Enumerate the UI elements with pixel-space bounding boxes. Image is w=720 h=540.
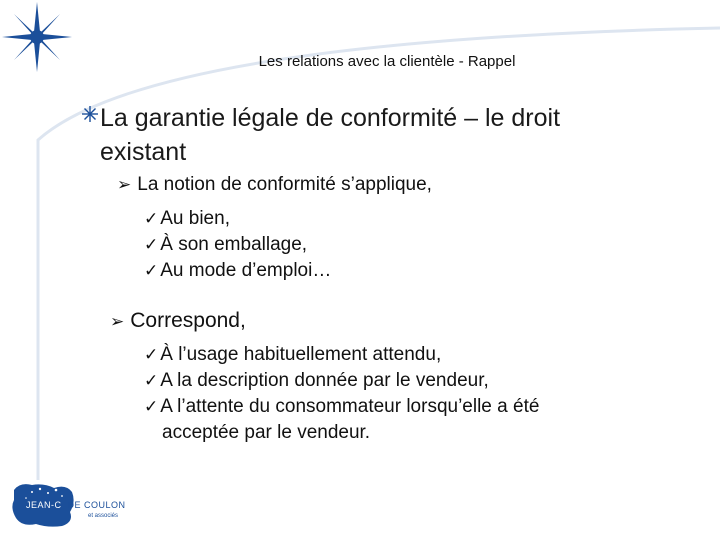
list-item: ✓ À son emballage,: [144, 234, 308, 255]
main-heading: [100, 101, 660, 169]
main-heading-line1: La garantie légale de conformité – le droit: [100, 104, 561, 132]
logo-text: JEAN-C DE COULON: [26, 500, 126, 510]
header-title: Les relations avec la clientèle - Rappel: [258, 53, 516, 70]
slide-header: [0, 53, 720, 70]
check-icon: ✓: [144, 235, 159, 254]
section-heading-text: La notion de conformité s’applique,: [137, 174, 432, 195]
list-item: ✓ Au mode d’emploi…: [144, 260, 332, 281]
list-item: ✓ À l’usage habituellement attendu,: [144, 344, 442, 365]
list-item: ✓ Au bien,: [144, 208, 230, 229]
arrow-bullet-icon: ➢: [117, 175, 132, 194]
list-item: ✓ A l’attente du consommateur lorsqu’elle a été: [144, 396, 540, 417]
sublist: [144, 342, 539, 446]
main-heading-line2: existant: [100, 138, 187, 166]
arrow-bullet-icon: ➢: [110, 312, 125, 331]
logo-subtitle: et associés: [88, 513, 119, 519]
section-heading-text: Correspond,: [130, 309, 246, 332]
section-heading: [110, 309, 246, 333]
check-icon: ✓: [144, 371, 159, 390]
list-item: ✓ A la description donnée par le vendeur,: [144, 370, 489, 391]
list-item: acceptée par le vendeur.: [162, 422, 371, 443]
check-icon: ✓: [144, 345, 159, 364]
sparkle-bullet-icon: [80, 104, 100, 124]
check-icon: ✓: [144, 209, 159, 228]
section-heading: [117, 174, 432, 196]
sublist: [144, 206, 331, 284]
check-icon: ✓: [144, 397, 159, 416]
check-icon: ✓: [144, 261, 159, 280]
